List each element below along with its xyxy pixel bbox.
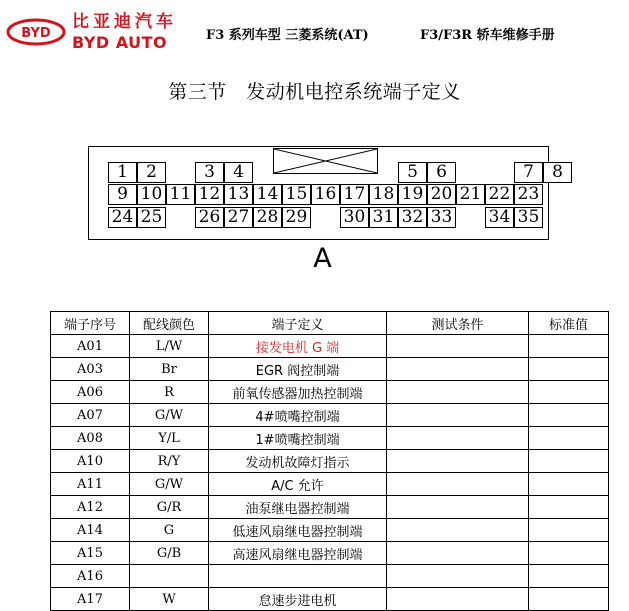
cell-wire-color: G/R [130, 496, 209, 519]
cell-pin: A07 [51, 404, 130, 427]
cell-test-condition [387, 542, 529, 565]
connector-pin: 25 [137, 207, 166, 228]
cell-definition [209, 565, 387, 588]
cell-definition: EGR 阀控制端 [209, 358, 387, 381]
cell-definition: 1#喷嘴控制端 [209, 427, 387, 450]
cell-test-condition [387, 588, 529, 611]
table-row [51, 358, 609, 381]
cell-standard-value [529, 588, 609, 611]
connector-pin: 24 [108, 207, 137, 228]
connector-pin: 35 [514, 207, 543, 228]
connector-pin: 32 [398, 207, 427, 228]
connector-pin: 31 [369, 207, 398, 228]
connector-pin: 30 [340, 207, 369, 228]
cell-standard-value [529, 565, 609, 588]
connector-pin: 29 [282, 207, 311, 228]
table-row [51, 588, 609, 611]
connector-pin: 8 [543, 162, 572, 183]
cell-definition: 发动机故障灯指示 [209, 450, 387, 473]
section-title: 第三节 发动机电控系统端子定义 [168, 81, 461, 103]
connector-pin: 3 [195, 162, 224, 183]
connector-pin: 17 [340, 184, 369, 205]
connector-pin: 26 [195, 207, 224, 228]
connector-pin: 21 [456, 184, 485, 205]
cell-wire-color [130, 565, 209, 588]
cell-wire-color: G/W [130, 473, 209, 496]
col-header-wire-color: 配线颜色 [130, 312, 209, 335]
table-row [51, 519, 609, 542]
cell-wire-color: G/B [130, 542, 209, 565]
connector-pin: 13 [224, 184, 253, 205]
connector-pin: 5 [398, 162, 427, 183]
cell-definition: 接发电机 G 端 [209, 335, 387, 358]
brand-name-en: BYD AUTO [72, 33, 168, 52]
cell-standard-value [529, 542, 609, 565]
table-header-row [51, 312, 609, 335]
table-row [51, 473, 609, 496]
table-row [51, 381, 609, 404]
cell-wire-color: G [130, 519, 209, 542]
connector-pin: 10 [137, 184, 166, 205]
cell-pin: A16 [51, 565, 130, 588]
cell-test-condition [387, 519, 529, 542]
col-header-test-condition: 测试条件 [387, 312, 529, 335]
cross-mark-icon [274, 149, 377, 173]
cell-test-condition [387, 496, 529, 519]
col-header-definition: 端子定义 [209, 312, 387, 335]
cell-test-condition [387, 427, 529, 450]
svg-text:BYD: BYD [21, 26, 51, 41]
connector-pin: 28 [253, 207, 282, 228]
cell-pin: A17 [51, 588, 130, 611]
cell-definition: 高速风扇继电器控制端 [209, 542, 387, 565]
byd-logo-icon [6, 18, 66, 46]
cell-definition: 怠速步进电机 [209, 588, 387, 611]
cell-definition: 油泵继电器控制端 [209, 496, 387, 519]
cell-standard-value [529, 404, 609, 427]
connector-label: A [313, 243, 332, 274]
connector-pin: 18 [369, 184, 398, 205]
cell-pin: A15 [51, 542, 130, 565]
connector-pin: 27 [224, 207, 253, 228]
cell-wire-color: R [130, 381, 209, 404]
table-row [51, 335, 609, 358]
table-row [51, 427, 609, 450]
col-header-pin: 端子序号 [51, 312, 130, 335]
connector-pin: 20 [427, 184, 456, 205]
cell-pin: A08 [51, 427, 130, 450]
connector-pin: 1 [108, 162, 137, 183]
cell-standard-value [529, 496, 609, 519]
connector-pin: 22 [485, 184, 514, 205]
cell-wire-color: G/W [130, 404, 209, 427]
cell-wire-color: Br [130, 358, 209, 381]
cell-wire-color: L/W [130, 335, 209, 358]
connector-pin: 14 [253, 184, 282, 205]
connector-pin: 11 [166, 184, 195, 205]
cell-standard-value [529, 427, 609, 450]
connector-pin: 9 [108, 184, 137, 205]
table-row [51, 450, 609, 473]
cell-pin: A06 [51, 381, 130, 404]
cell-test-condition [387, 381, 529, 404]
table-row [51, 496, 609, 519]
connector-pin: 7 [514, 162, 543, 183]
model-title: F3 系列车型 三菱系统(AT) [206, 28, 369, 43]
col-header-standard-value: 标准值 [529, 312, 609, 335]
cell-wire-color: W [130, 588, 209, 611]
cell-test-condition [387, 473, 529, 496]
connector-pin: 23 [514, 184, 543, 205]
connector-pin: 6 [427, 162, 456, 183]
table-row [51, 565, 609, 588]
cell-standard-value [529, 381, 609, 404]
cell-test-condition [387, 358, 529, 381]
brand-name-cn: 比亚迪汽车 [72, 12, 177, 32]
terminal-table [50, 311, 609, 611]
table-row [51, 404, 609, 427]
connector-key-slot [273, 148, 378, 174]
cell-standard-value [529, 450, 609, 473]
connector-pin: 12 [195, 184, 224, 205]
connector-pin: 34 [485, 207, 514, 228]
brand-name [72, 14, 177, 51]
cell-test-condition [387, 565, 529, 588]
table-body [51, 335, 609, 611]
cell-wire-color: R/Y [130, 450, 209, 473]
cell-test-condition [387, 335, 529, 358]
cell-pin: A11 [51, 473, 130, 496]
connector-diagram [88, 146, 563, 240]
connector-pin: 15 [282, 184, 311, 205]
connector-pin: 16 [311, 184, 340, 205]
cell-definition: 低速风扇继电器控制端 [209, 519, 387, 542]
cell-standard-value [529, 519, 609, 542]
connector-pin: 4 [224, 162, 253, 183]
manual-title: F3/F3R 轿车维修手册 [420, 28, 555, 43]
connector-pin: 19 [398, 184, 427, 205]
cell-pin: A14 [51, 519, 130, 542]
cell-pin: A03 [51, 358, 130, 381]
cell-definition: A/C 允许 [209, 473, 387, 496]
cell-standard-value [529, 473, 609, 496]
cell-wire-color: Y/L [130, 427, 209, 450]
cell-test-condition [387, 450, 529, 473]
cell-pin: A12 [51, 496, 130, 519]
cell-test-condition [387, 404, 529, 427]
connector-pin: 33 [427, 207, 456, 228]
table-row [51, 542, 609, 565]
cell-definition: 4#喷嘴控制端 [209, 404, 387, 427]
connector-pin: 2 [137, 162, 166, 183]
cell-definition: 前氧传感器加热控制端 [209, 381, 387, 404]
cell-pin: A10 [51, 450, 130, 473]
cell-standard-value [529, 358, 609, 381]
cell-standard-value [529, 335, 609, 358]
cell-pin: A01 [51, 335, 130, 358]
